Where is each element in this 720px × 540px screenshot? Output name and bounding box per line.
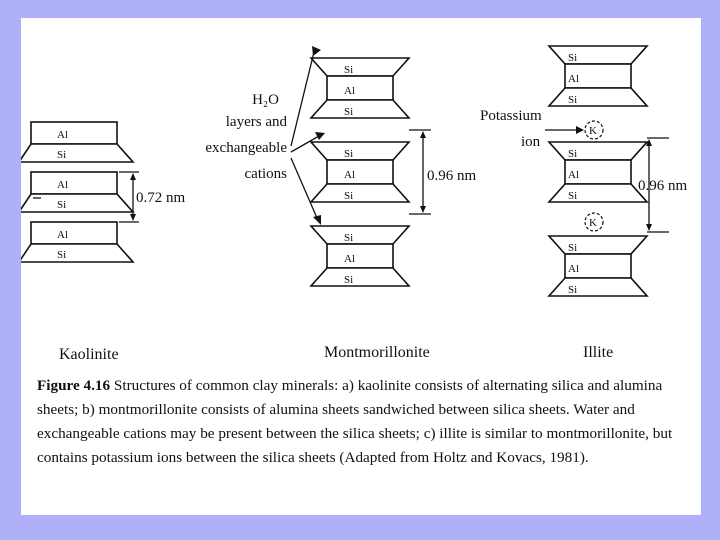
illite-al-label-3: Al	[568, 263, 579, 275]
kaolinite-si-label-1: Si	[57, 149, 67, 161]
mont-si-top-1	[311, 58, 409, 76]
illite-si-label-3a: Si	[568, 242, 578, 254]
mont-si-bottom-1	[311, 100, 409, 118]
mont-si-label-3a: Si	[344, 232, 354, 244]
illite-si-bottom-1	[549, 88, 647, 106]
kaolinite-al-label-1: Al	[57, 129, 68, 141]
mont-al-label-1: Al	[344, 85, 355, 97]
mont-al-2	[327, 160, 393, 184]
kaolinite-al-sheet-1	[31, 122, 117, 144]
montmorillonite-stack	[205, 46, 476, 286]
illite-si-bottom-3	[549, 278, 647, 296]
illite-si-bottom-2	[549, 184, 647, 202]
illite-al-label-1: Al	[568, 73, 579, 85]
mont-si-label-1a: Si	[344, 64, 354, 76]
water-label-line2: layers and	[225, 114, 287, 130]
illite-si-label-2a: Si	[568, 148, 578, 160]
kaolinite-al-sheet-2	[31, 172, 117, 194]
clay-structures-diagram	[21, 18, 701, 368]
mont-al-3	[327, 244, 393, 268]
figure-label: Figure 4.16	[37, 377, 111, 394]
illite-si-top-1	[549, 46, 647, 64]
mont-al-1	[327, 76, 393, 100]
figure-caption	[37, 374, 687, 470]
potassium-ion-label-2: K	[589, 217, 597, 229]
kaolinite-spacing-label: 0.72 nm	[136, 190, 186, 206]
illite-si-label-2b: Si	[568, 190, 578, 202]
illite-stack	[480, 46, 688, 296]
illite-al-label-2: Al	[568, 169, 579, 181]
mont-si-label-1b: Si	[344, 106, 354, 118]
mont-si-label-3b: Si	[344, 274, 354, 286]
illite-si-label-3b: Si	[568, 284, 578, 296]
potassium-ion-label-1: K	[589, 125, 597, 137]
kaolinite-al-label-3: Al	[57, 229, 68, 241]
kaolinite-si-label-3: Si	[57, 249, 67, 261]
mont-si-top-3	[311, 226, 409, 244]
potassium-label-line1: Potassium	[480, 108, 542, 124]
slide-page	[21, 18, 701, 515]
kaolinite-stack	[21, 122, 186, 262]
illite-si-label-1b: Si	[568, 94, 578, 106]
kaolinite-al-label-2: Al	[57, 179, 68, 191]
kaolinite-al-sheet-3	[31, 222, 117, 244]
potassium-label-line2: ion	[521, 134, 541, 150]
mont-si-label-2a: Si	[344, 148, 354, 160]
mont-si-bottom-2	[311, 184, 409, 202]
illite-si-top-2	[549, 142, 647, 160]
mont-si-bottom-3	[311, 268, 409, 286]
kaolinite-name: Kaolinite	[59, 346, 119, 363]
kaolinite-si-sheet-1	[21, 144, 133, 162]
mont-si-top-2	[311, 142, 409, 160]
water-label-line1: H₂O	[252, 92, 279, 108]
kaolinite-si-label-2: Si	[57, 199, 67, 211]
illite-spacing-label: 0.96 nm	[638, 178, 688, 194]
illite-si-top-3	[549, 236, 647, 254]
illite-si-label-1a: Si	[568, 52, 578, 64]
mont-al-label-2: Al	[344, 169, 355, 181]
caption-text: Structures of common clay minerals: a) kaolinite consists of alternating silica and alumina sheets; b) montmorillonite consists of alumina sheets sandwiched between silica sheets. Water and exchangeable cations may be present between the silica sheets; c) illite is similar to montmorillonite, but contains potassium ions between the silica sheets (Adapted from Holtz and Kovacs, 1981).	[37, 377, 673, 466]
kaolinite-si-sheet-3	[21, 244, 133, 262]
mont-si-label-2b: Si	[344, 190, 354, 202]
water-label-line4: cations	[244, 166, 287, 182]
water-label-line3: exchangeable	[205, 140, 287, 156]
mont-spacing-label: 0.96 nm	[427, 168, 477, 184]
mont-al-label-3: Al	[344, 253, 355, 265]
montmorillonite-name: Montmorillonite	[324, 344, 430, 361]
illite-name: Illite	[583, 344, 614, 361]
kaolinite-si-sheet-2	[21, 194, 133, 212]
